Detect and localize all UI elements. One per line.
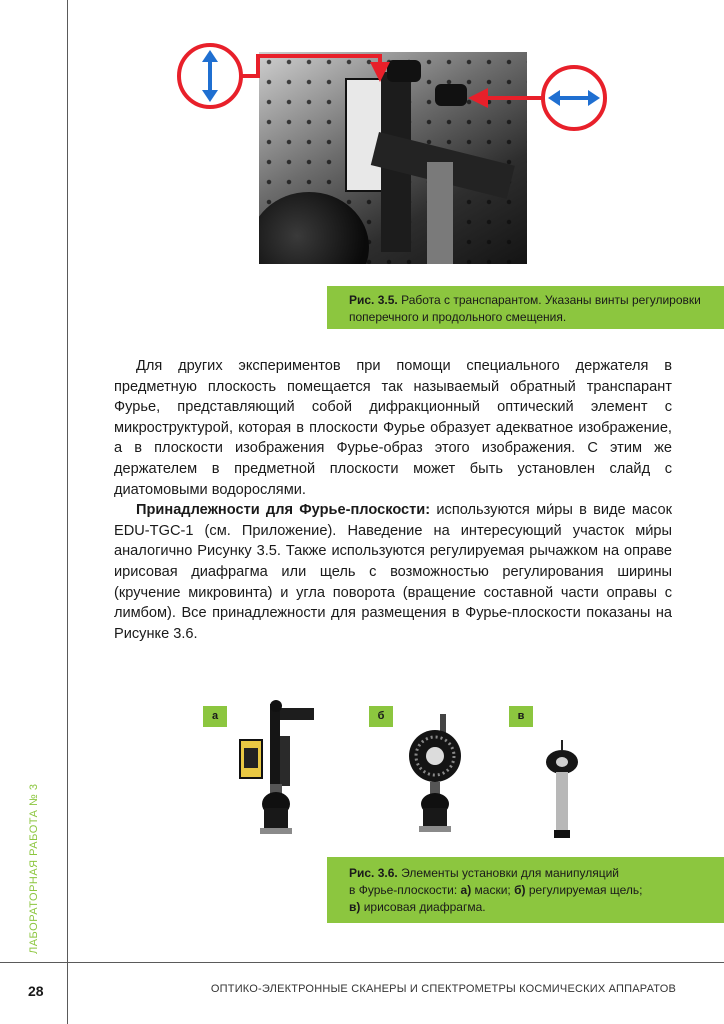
figure-3-6-line-1: [349, 865, 714, 882]
figure-tag-b: б: [369, 706, 393, 727]
horizontal-adjust-highlight: [543, 67, 605, 129]
body-text: [114, 356, 672, 644]
vertical-arrow-top-icon: [202, 50, 218, 62]
figure-tag-a: а: [203, 706, 227, 727]
figure-3-5-caption: [327, 286, 724, 329]
iris-diaphragm-image: [540, 740, 584, 840]
paragraph-2: [114, 500, 672, 644]
item-b-label: б): [514, 883, 526, 897]
figure-3-5-label: Рис. 3.5.: [349, 293, 398, 307]
lab-work-side-label: ЛАБОРАТОРНАЯ РАБОТА № 3: [28, 783, 40, 954]
figure-tag-c: в: [509, 706, 533, 727]
item-a-text: маски;: [471, 883, 515, 897]
left-margin-rule: [67, 0, 68, 1024]
vertical-adjust-highlight: [179, 45, 241, 107]
horizontal-arrow-left-icon: [548, 90, 560, 106]
figure-3-5-text: Работа с транспарантом. Указаны винты регулировки поперечного и продольного смещения.: [349, 293, 701, 324]
item-c-text: ирисовая диафрагма.: [360, 900, 486, 914]
figure-3-6-caption: [327, 857, 724, 923]
running-footer: ОПТИКО-ЭЛЕКТРОННЫЕ СКАНЕРЫ И СПЕКТРОМЕТРЫ КОСМИЧЕСКИХ АППАРАТОВ: [210, 983, 676, 995]
figure-3-6-line-2: [349, 882, 714, 899]
mask-holder-image: [236, 700, 316, 836]
support-post: [427, 162, 453, 264]
figure-3-5-photo: [259, 52, 527, 264]
horizontal-arrow-right-icon: [588, 90, 600, 106]
item-c-label: в): [349, 900, 361, 914]
item-a-label: а): [460, 883, 472, 897]
figure-3-6-line-3: [349, 899, 714, 916]
figure-3-6-title: Элементы установки для манипуляций: [401, 866, 619, 880]
adjustable-slit-image: [400, 712, 470, 836]
vertical-arrow-bottom-icon: [202, 90, 218, 102]
paragraph-2-heading: Принадлежности для Фурье-плоскости:: [136, 502, 431, 519]
horizontal-adjust-screw: [435, 84, 467, 106]
page-number: 28: [28, 983, 44, 999]
item-b-text: регулируемая щель;: [525, 883, 643, 897]
paragraph-2-text: используются ми́ры в виде масок EDU-TGC-1 (см. Приложение). Наведение на интересующий участок ми́ры аналогично Рисунку 3.5. Также используются регулируемая рычажком на оправе ирисовая диафрагма или щель с возможностью регулирования ширины (кручение микровинта) и угла поворота (вращение составной части оправы с лимбом). Все принадлежности для размещения в Фурье-плоскости показаны на Рисунке 3.6.: [114, 502, 672, 642]
vertical-adjust-screw: [387, 60, 421, 82]
footer-rule: [0, 962, 724, 963]
paragraph-1: Для других экспериментов при помощи специального держателя в предметную плоскость помещается так называемый обратный транспарант Фурье, представляющий собой дифракционный оптический элемент с микроструктурой, которая в плоскости Фурье образует адекватное изображение, а в плоскости изображения Фурье-образ этого изображения. С этим же держателем в предметной плоскости может быть установлен слайд с диатомовыми водорослями.: [114, 358, 672, 498]
figure-3-6-prefix: в Фурье-плоскости:: [349, 883, 461, 897]
figure-3-6-label: Рис. 3.6.: [349, 866, 398, 880]
